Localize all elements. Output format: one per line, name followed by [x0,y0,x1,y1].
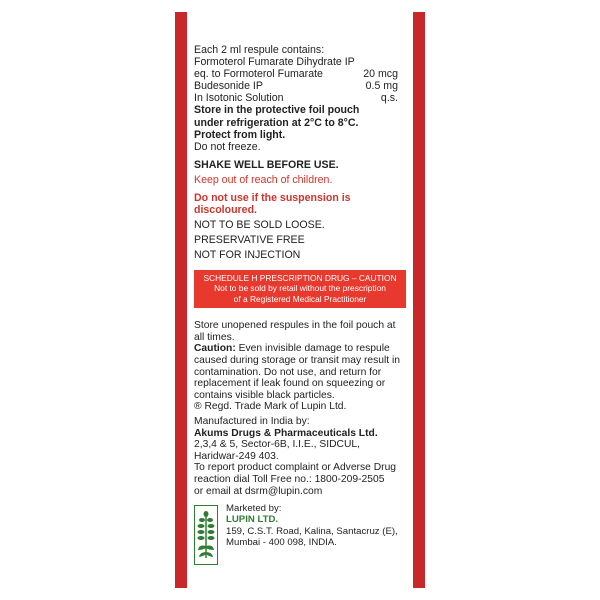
marketer-name: LUPIN LTD. [226,514,279,526]
report-text: To report product complaint or Adverse Drug reaction dial Toll Free no.: 1800-209-2505 [194,462,397,485]
children-warning: Keep out of reach of children. [194,173,333,186]
ingredient-row: In Isotonic Solution q.s. [194,92,398,105]
manufacturer-name: Akums Drugs & Pharmaceuticals Ltd. [194,427,378,439]
marketer-label: Marketed by: [226,503,282,515]
caution-label: Caution: [194,343,236,355]
storage-line: under refrigeration at 2°C to 8°C. [194,116,359,129]
marketer-text [226,503,398,565]
not-loose-text: NOT TO BE SOLD LOOSE. [194,219,325,232]
composition-header: Each 2 ml respule contains: [194,44,325,56]
ingredient-row: Budesonide IP 0.5 mg [194,80,398,93]
schedule-line: of a Registered Medical Practitioner [233,293,367,304]
marketer-address: 159, C.S.T. Road, Kalina, Santacruz (E), [226,525,398,537]
preservative-text: PRESERVATIVE FREE [194,234,305,247]
shake-warning: SHAKE WELL BEFORE USE. [194,158,339,171]
store-unopened-text: Store unopened respules in the foil pouch at all times. [194,320,396,343]
storage-line: Protect from light. [194,128,286,141]
caution-text: Even invisible damage to respule caused during storage or transit may result in contamination. Do not use, and return for replacement if leak found on squeezing or contains visible black particles. [194,343,401,401]
ingredient-row: eq. to Formoterol Fumarate 20 mcg [194,68,398,81]
email-text: or email at dsrm@lupin.com [194,485,323,497]
injection-text: NOT FOR INJECTION [194,249,301,262]
manufacturer-label: Manufactured in India by: [194,416,310,428]
schedule-line: Not to be sold by retail without the prescription [214,283,386,294]
trademark-text: ® Regd. Trade Mark of Lupin Ltd. [194,401,347,413]
lupin-plant-logo-icon [194,505,218,565]
discoloured-warning: Do not use if the suspension is discoloured. [194,192,351,217]
schedule-h-box [194,270,406,309]
schedule-title: SCHEDULE H PRESCRIPTION DRUG – CAUTION [203,272,397,283]
caution-paragraph [194,343,406,401]
storage-line: Store in the protective foil pouch [194,104,360,117]
marketer-address: Mumbai - 400 098, INDIA. [226,536,337,548]
marketer-block [194,503,406,565]
storage-line: Do not freeze. [194,140,261,153]
manufacturer-address: 2,3,4 & 5, Sector-6B, I.I.E., SIDCUL, [194,439,360,451]
manufacturer-address: Haridwar-249 403. [194,450,279,462]
left-red-border [175,12,187,588]
label-content [194,44,406,565]
ingredient-row: Formoterol Fumarate Dihydrate IP [194,56,355,69]
right-red-border [413,12,425,588]
